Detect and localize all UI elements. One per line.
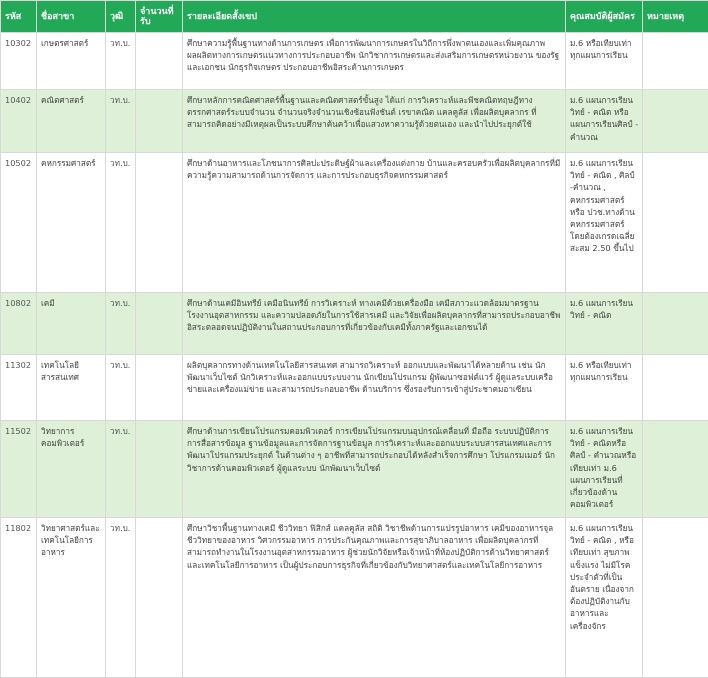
cell-name: เคมี	[37, 293, 106, 355]
cell-detail: ผลิตบุคลากรทางด้านเทคโนโลยีสารสนเทศ สามารถวิเคราะห์ ออกแบบและพัฒนาได้หลายด้าน เช่น นักพัฒนาเว็บไซต์ นักวิเคราะห์และออกแบบระบบงาน นักเขียนโปรแกรม ผู้พัฒนาซอฟต์แวร์ ผู้ดูแลระบบเครือข่ายและเครื่องแม่ข่าย และสามารถประกอบอาชีพ ด้านบริการ ซึ่งรองรับการเข้าสู่ประชาคมอาเซียน	[183, 355, 566, 421]
cell-detail: ศึกษาด้านการเขียนโปรแกรมคอมพิวเตอร์ การเขียนโปรแกรมบนอุปกรณ์เคลื่อนที่ มือถือ ระบบปฏิบัติการ การสื่อสารข้อมูล ฐานข้อมูลและการจัดการฐานข้อมูล การวิเคราะห์และออกแบบระบบสารสนเทศและการพัฒนาโปรแกรมประยุกต์ ในด้านต่าง ๆ อาชีพที่สามารถประกอบได้หลังสำเร็จการศึกษา โปรแกรมเมอร์ นักวิชาการด้านคอมพิวเตอร์ ผู้ดูแลระบบ นักพัฒนาเว็บไซต์	[183, 421, 566, 518]
cell-seats	[136, 518, 183, 678]
cell-qualification: ม.6 หรือเทียบเท่าทุกแผนการเรียน	[566, 355, 643, 421]
cell-name: คหกรรมศาสตร์	[37, 153, 106, 293]
cell-detail: ศึกษาความรู้พื้นฐานทางด้านการเกษตร เพื่อการพัฒนาการเกษตรในวิถีการพึ่งพาตนเองและเพิ่มคุณภาพผลผลิตทางการเกษตรแนวทางการประกอบอาชีพ นักวิชาการเกษตรและส่งเสริมการเกษตรหน่วยงาน ของรัฐและเอกชน นักธุรกิจเกษตร ประกอบอาชีพอิสระด้านการเกษตร	[183, 33, 566, 90]
table-row	[1, 33, 708, 90]
cell-seats	[136, 33, 183, 90]
cell-detail: ศึกษาด้านอาหารและโภชนาการศิลปะประดิษฐ์ผ้าและเครื่องแต่งกาย บ้านและครอบครัวเพื่อผลิตบุคลากรที่มีความรู้ความสามารถด้านการจัดการ และการประกอบธุรกิจคหกรรมศาสตร์	[183, 153, 566, 293]
header-degree: วุฒิ	[106, 1, 136, 33]
cell-detail: ศึกษาหลักการคณิตศาสตร์พื้นฐานและคณิตศาสตร์ขั้นสูง ได้แก่ การวิเคราะห์และพีชคณิตทฤษฎีทางตรรกศาสตร์ระบบจำนวน จำนวนจริงจำนวนเชิงซ้อนฟังชันต์ เรขาคณิต แคลคูลัส เพื่อผลิตบุคลากร ที่สามารถคิดอย่างมีเหตุผลเป็นระบบศึกษาค้นคว้าเพื่อแสวงหาความรู้ด้วยตนเอง และนำไปประยุกต์ใช้	[183, 90, 566, 153]
cell-detail: ศึกษาด้านเคมีอินทรีย์ เคมีอนินทรีย์ การวิเคราะห์ ทางเคมีด้วยเครื่องมือ เคมีสภาวะแวดล้อมมาตรฐานโรงงานอุตสาหกรรม และความปลอดภัยในการใช้สารเคมี และวิจัยเพื่อผลิตบุคลากรที่สามารถประกอบอาชีพอิสระตลอดจนปฏิบัติงานในสถานประกอบการที่เกี่ยวข้องกับเคมีทั้งภาครัฐและเอกชนได้	[183, 293, 566, 355]
cell-note	[643, 90, 708, 153]
cell-seats	[136, 293, 183, 355]
table-row	[1, 153, 708, 293]
cell-degree: วท.บ.	[106, 293, 136, 355]
cell-seats	[136, 153, 183, 293]
table-row	[1, 293, 708, 355]
cell-name: วิทยาการคอมพิวเตอร์	[37, 421, 106, 518]
table-row	[1, 90, 708, 153]
cell-note	[643, 293, 708, 355]
cell-code: 11802	[1, 518, 37, 678]
header-name: ชื่อสาขา	[37, 1, 106, 33]
cell-degree: วท.บ.	[106, 518, 136, 678]
cell-qualification: ม.6 แผนการเรียนวิทย์ - คณิต	[566, 293, 643, 355]
header-seats: จำนวนที่รับ	[136, 1, 183, 33]
table-row	[1, 421, 708, 518]
cell-detail: ศึกษาวิชาพื้นฐานทางเคมี ชีววิทยา ฟิสิกส์ แคลคูลัส สถิติ วิชาชีพด้านการแปรรูปอาหาร เคมีของอาหารจุลชีววิทยาของอาหาร วิศวกรรมอาหาร การประกันคุณภาพและการสุขาภิบาลอาหาร เพื่อผลิตบุคลากรที่สามารถทำงานในโรงงานอุตสาหกรรมอาหาร ผู้ช่วยนักวิจัยหรือเจ้าหน้าที่ห้องปฏิบัติการด้านวิทยาศาสตร์และเทคโนโลยีการอาหาร เป็นผู้ประกอบการธุรกิจที่เกี่ยวข้องกับวิทยาศาสตร์และเทคโนโลยีการอาหาร	[183, 518, 566, 678]
cell-note	[643, 518, 708, 678]
cell-name: วิทยาศาสตร์และเทคโนโลยีการอาหาร	[37, 518, 106, 678]
header-detail: รายละเอียดสั้งเขป	[183, 1, 566, 33]
cell-degree: วท.บ.	[106, 33, 136, 90]
cell-code: 11302	[1, 355, 37, 421]
table-row	[1, 355, 708, 421]
cell-note	[643, 421, 708, 518]
cell-name: เกษตรศาสตร์	[37, 33, 106, 90]
cell-note	[643, 355, 708, 421]
cell-name: เทคโนโลยีสารสนเทศ	[37, 355, 106, 421]
cell-code: 10302	[1, 33, 37, 90]
cell-degree: วท.บ.	[106, 421, 136, 518]
cell-qualification: ม.6 แผนการเรียนวิทย์ - คณิต หรือแผนการเรียนศิลป์ - คำนวณ	[566, 90, 643, 153]
cell-seats	[136, 355, 183, 421]
cell-code: 10802	[1, 293, 37, 355]
table-header-row	[1, 1, 708, 33]
header-qualification: คุณสมบัติผู้สมัคร	[566, 1, 643, 33]
cell-name: คณิตศาสตร์	[37, 90, 106, 153]
cell-qualification: ม.6 แผนการเรียนวิทย์ - คณิต , ศิลป์ -คำนวณ , คหกรรมศาสตร์ หรือ ปวช.ทางด้านคหกรรมศาสตร์ โดยต้องเกรดเฉลี่ยสะสม 2.50 ขึ้นไป	[566, 153, 643, 293]
cell-degree: วท.บ.	[106, 355, 136, 421]
cell-note	[643, 153, 708, 293]
header-note: หมายเหตุ	[643, 1, 708, 33]
cell-note	[643, 33, 708, 90]
cell-seats	[136, 421, 183, 518]
cell-seats	[136, 90, 183, 153]
cell-code: 10502	[1, 153, 37, 293]
cell-code: 10402	[1, 90, 37, 153]
cell-degree: วท.บ.	[106, 90, 136, 153]
cell-degree: วท.บ.	[106, 153, 136, 293]
cell-qualification: ม.6 หรือเทียบเท่าทุกแผนการเรียน	[566, 33, 643, 90]
cell-qualification: ม.6 แผนการเรียนวิทย์ - คณิต , หรือเทียบเท่า สุขภาพแข็งแรง ไม่มีโรคประจำตัวที่เป็นอันตราย เนื่องจากต้องปฏิบัติงานกับอาหารและเครื่องจักร	[566, 518, 643, 678]
cell-code: 11502	[1, 421, 37, 518]
header-code: รหัส	[1, 1, 37, 33]
cell-qualification: ม.6 แผนการเรียนวิทย์ - คณิตหรือ ศิลป์ - คำนวณหรือเทียบเท่า ม.6 แผนการเรียนที่เกี่ยวข้องด้านคอมพิวเตอร์	[566, 421, 643, 518]
table-row	[1, 518, 708, 678]
